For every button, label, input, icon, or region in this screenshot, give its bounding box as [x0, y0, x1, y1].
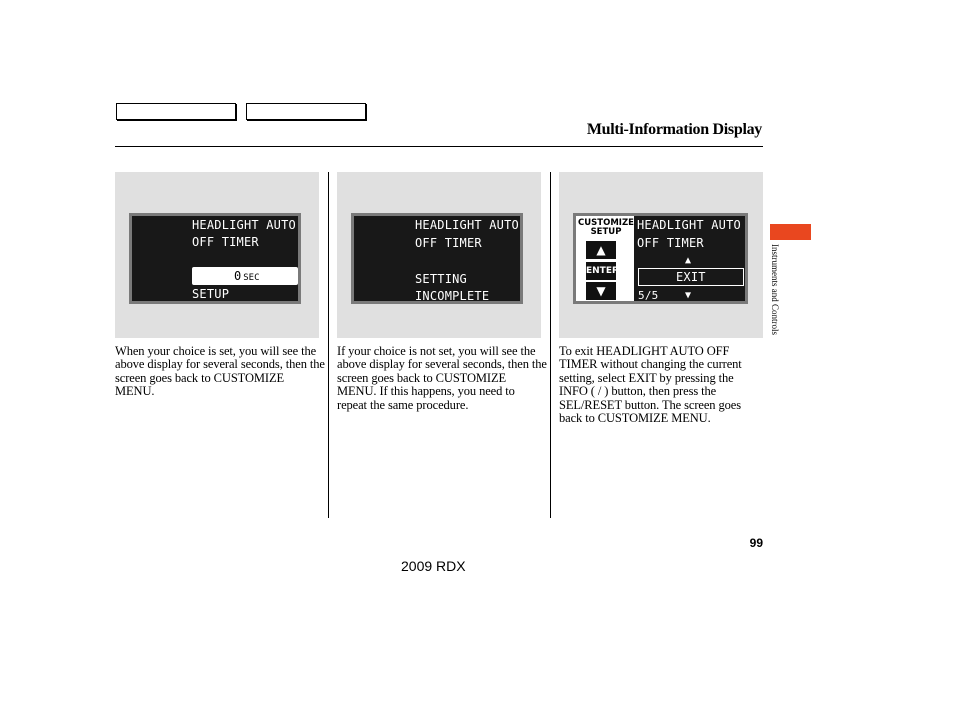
lcd-line-1: HEADLIGHT AUTO — [192, 218, 296, 232]
title-rule — [115, 146, 763, 147]
lcd-screen — [573, 213, 748, 304]
customize-side-panel — [576, 216, 634, 301]
page-indicator: 5/5 — [638, 289, 659, 302]
caption-3: To exit HEADLIGHT AUTO OFF TIMER without changing the current setting, select EXIT by pressing the INFO ( / ) button, then press the SEL/RESET button. The screen goes back to CUSTOMIZE MENU. — [559, 344, 742, 426]
display-figure-1 — [115, 172, 319, 338]
lcd-line-2: OFF TIMER — [192, 235, 259, 249]
enter-label: ENTER — [586, 262, 616, 280]
section-tab-label: Instruments and Controls — [770, 244, 780, 335]
lcd-line-2: OFF TIMER — [637, 236, 704, 250]
nav-button-1[interactable] — [116, 103, 236, 120]
up-arrow-icon: ▲ — [685, 255, 692, 266]
timer-value: 0 — [234, 269, 242, 283]
up-arrow-icon: ▲ — [586, 241, 616, 259]
caption-2: If your choice is not set, you will see the above display for several seconds, then the screen goes back to CUSTOMIZE MENU. If this happens, you need to repeat the same procedure. — [337, 344, 547, 412]
display-figure-2 — [337, 172, 541, 338]
model-footer: 2009 RDX — [401, 558, 466, 574]
lcd-line-2: OFF TIMER — [415, 236, 482, 250]
lcd-line-1: HEADLIGHT AUTO — [637, 218, 741, 232]
side-title-2: SETUP — [590, 227, 622, 237]
down-arrow-icon: ▼ — [586, 282, 616, 300]
nav-button-2[interactable] — [246, 103, 366, 120]
lcd-line-3: SETTING — [415, 272, 467, 286]
page-number: 99 — [749, 536, 763, 550]
down-arrow-icon: ▼ — [685, 290, 692, 301]
lcd-line-1: HEADLIGHT AUTO — [415, 218, 519, 232]
selected-value — [234, 270, 260, 285]
caption-1: When your choice is set, you will see the above display for several seconds, then the screen goes back to CUSTOMIZE MENU. — [115, 344, 325, 399]
column-divider — [328, 172, 329, 518]
lcd-screen — [351, 213, 523, 304]
section-title: Multi-Information Display — [586, 121, 762, 138]
side-title-1: CUSTOMIZE — [578, 218, 634, 228]
display-figure-3 — [559, 172, 763, 338]
lcd-line-4: SETUP — [192, 287, 230, 301]
section-tab-marker — [770, 224, 811, 240]
lcd-line-4: INCOMPLETE — [415, 289, 490, 303]
column-divider — [550, 172, 551, 518]
exit-label: EXIT — [676, 270, 706, 284]
timer-unit: SEC — [243, 273, 260, 283]
lcd-screen — [129, 213, 301, 304]
